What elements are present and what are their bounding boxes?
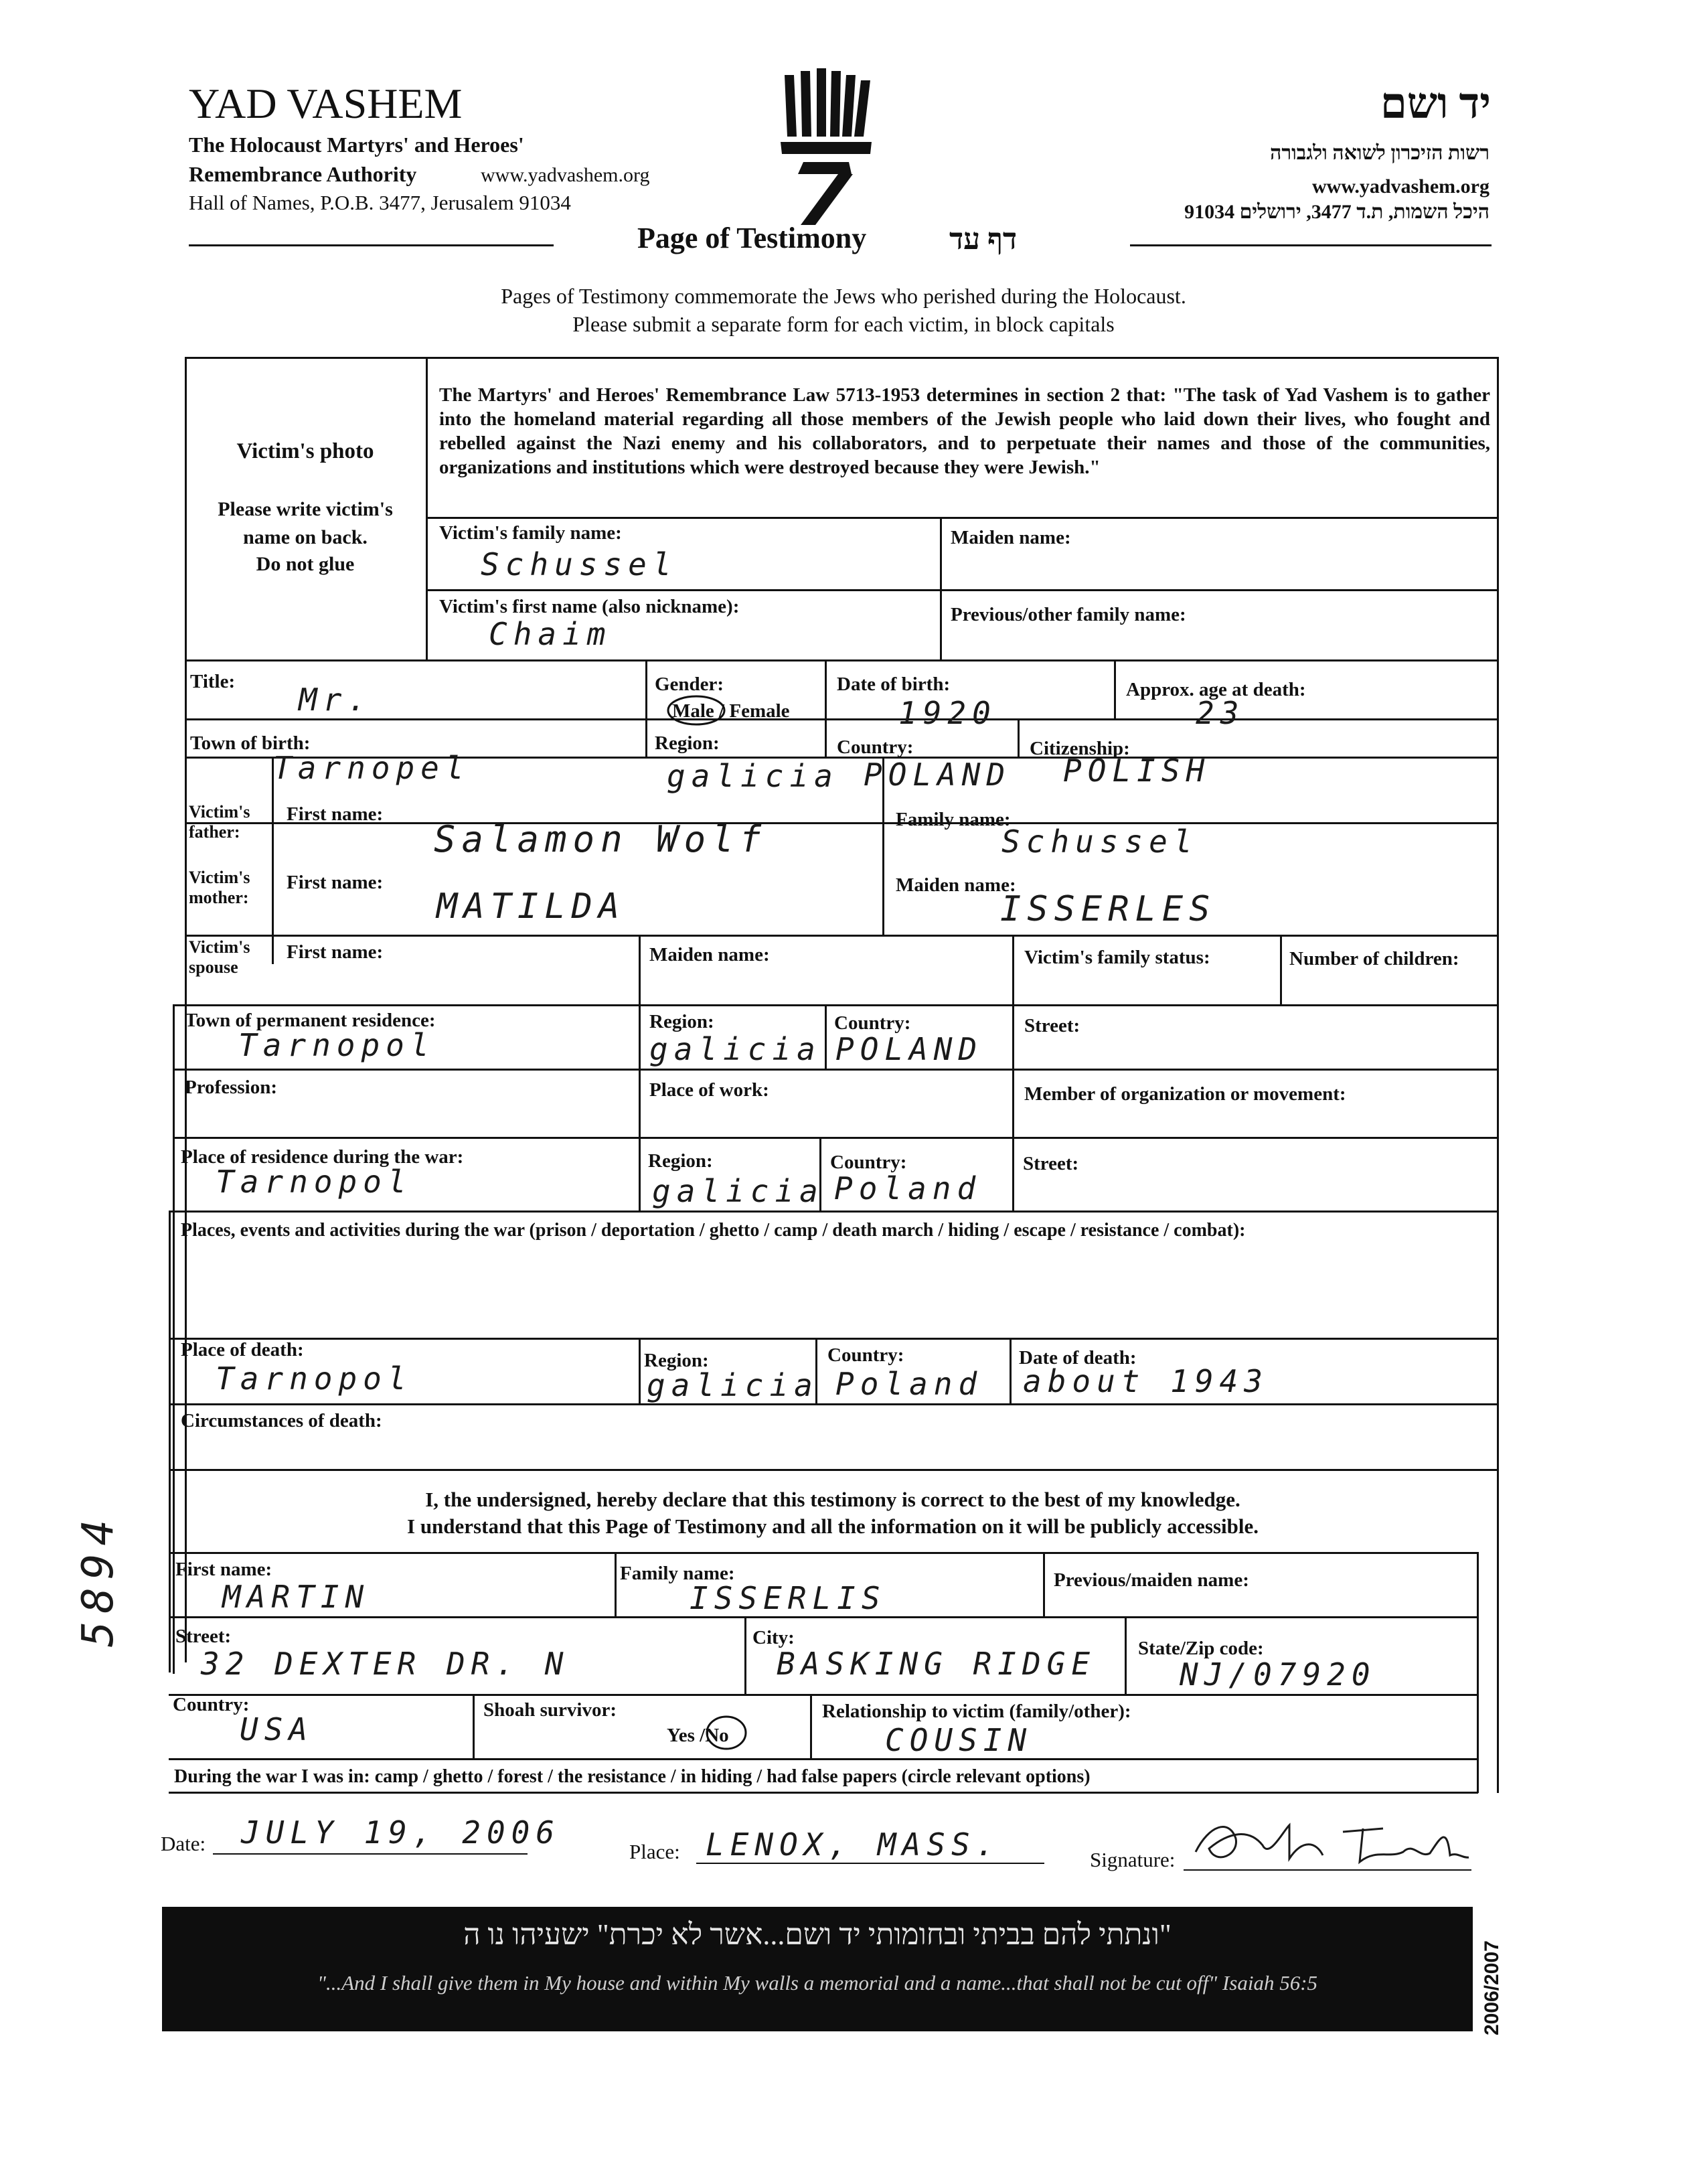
death-place-value[interactable]: Tarnopol [216, 1360, 412, 1397]
survivor-label: Shoah survivor: [483, 1699, 617, 1721]
spouse-maiden-label: Maiden name: [649, 944, 770, 965]
death-region-label: Region: [644, 1350, 709, 1371]
profession-label: Profession: [185, 1077, 278, 1098]
place-label: Place: [629, 1840, 680, 1863]
address-he: היכל השמות, ת.ד 3477, ירושלים 91034 [1184, 201, 1490, 223]
org-subtitle-he: רשות הזיכרון לשואה ולגבורה [1270, 142, 1490, 164]
submitter-state-value[interactable]: NJ/07920 [1180, 1656, 1376, 1693]
war-region-label: Region: [648, 1150, 713, 1172]
citizenship-label: Citizenship: [1030, 738, 1130, 759]
date-value[interactable]: JULY 19, 2006 [241, 1814, 561, 1851]
place-of-work-label: Place of work: [649, 1079, 769, 1101]
title-value[interactable]: Mr. [299, 682, 373, 718]
quote-english: "...And I shall give them in My house and within My walls a memorial and a name...that shall not be cut off" Isaiah 56:5 [317, 1971, 1318, 1995]
first-name-value[interactable]: Chaim [489, 616, 612, 652]
form-title-he: דף עד [949, 223, 1018, 256]
quote-hebrew: "ונתתי להם בביתי ובחומותי יד ושם...אשר לא יכרת" ישעיהו נו ה [463, 1918, 1172, 1951]
residence-town-value[interactable]: Tarnopol [238, 1027, 435, 1063]
death-circumstances-label: Circumstances of death: [181, 1410, 382, 1431]
residence-town-label: Town of permanent residence: [185, 1010, 436, 1031]
death-region-value[interactable]: galicia [647, 1367, 819, 1403]
family-status-label: Victim's family status: [1024, 947, 1210, 968]
death-date-label: Date of death: [1019, 1347, 1137, 1369]
death-date-value[interactable]: about 1943 [1023, 1363, 1269, 1399]
declaration-line-2: I understand that this Page of Testimony and all the information on it will be publicly accessible. [407, 1514, 1259, 1538]
law-text: The Martyrs' and Heroes' Remembrance Law 5713-1953 determines in section 2 that: "The task of Yad Vashem is to gather into the homeland material regarding all those members of the Jewish people who laid down their lives, who fought and rebelled against the Nazi enemy and his collaborators, and to perpetuate their names and those of the communities, organizations and institutions which were destroyed because they were Jewish." [439, 384, 1490, 478]
submitter-city-label: City: [752, 1627, 795, 1648]
signature-scribble [1189, 1812, 1470, 1872]
submitter-first-value[interactable]: MARTIN [222, 1579, 370, 1615]
war-residence-value[interactable]: Tarnopol [216, 1164, 412, 1200]
photo-instr-2: name on back. [243, 526, 368, 548]
relationship-label: Relationship to victim (family/other): [822, 1701, 1131, 1722]
war-residence-label: Place of residence during the war: [181, 1146, 464, 1168]
father-family-value[interactable]: Schussel [1001, 824, 1198, 860]
photo-instr-3: Do not glue [256, 553, 355, 575]
father-first-label: First name: [287, 803, 384, 825]
birth-region-value[interactable]: galicia [667, 758, 839, 794]
war-country-label: Country: [830, 1152, 907, 1173]
place-value[interactable]: LENOX, MASS. [706, 1826, 1001, 1863]
birth-country-label: Country: [837, 736, 914, 758]
photo-instr-1: Please write victim's [218, 498, 393, 520]
photo-box-title: Victim's photo [236, 439, 374, 463]
header-rule-left [189, 244, 554, 246]
birth-country-value[interactable]: POLAND [864, 757, 1012, 793]
family-name-label: Victim's family name: [439, 522, 622, 544]
father-first-value[interactable]: Salamon Wolf [434, 818, 768, 860]
father-family-label: Family name: [896, 809, 1011, 830]
residence-street-label: Street: [1024, 1015, 1080, 1036]
signature-label: Signature: [1090, 1848, 1176, 1871]
intro-line-1: Pages of Testimony commemorate the Jews who perished during the Holocaust. [501, 284, 1186, 308]
member-org-label: Member of organization or movement: [1024, 1083, 1346, 1105]
gender-options[interactable]: Male / Female [672, 700, 790, 722]
intro-line-2: Please submit a separate form for each victim, in block capitals [572, 312, 1115, 336]
age-value[interactable]: 23 [1196, 695, 1245, 731]
yad-vashem-logo [771, 62, 885, 236]
address-en: Hall of Names, P.O.B. 3477, Jerusalem 91034 [189, 191, 571, 214]
submitter-family-label: Family name: [620, 1563, 735, 1584]
website-he-side: www.yadvashem.org [1311, 175, 1490, 198]
survivor-circle-mark [704, 1714, 748, 1751]
war-region-value[interactable]: galicia [652, 1173, 824, 1209]
prev-family-name-label: Previous/other family name: [951, 604, 1186, 625]
first-name-label: Victim's first name (also nickname): [439, 596, 740, 617]
edition-label: 2006/2007 [1481, 1940, 1503, 2035]
spouse-first-label: First name: [287, 941, 384, 963]
website-en: www.yadvashem.org [481, 164, 650, 186]
mother-first-value[interactable]: MATILDA [436, 886, 626, 927]
org-subtitle-en-2: Remembrance Authority [189, 162, 417, 186]
death-country-label: Country: [827, 1344, 904, 1366]
submitter-country-label: Country: [173, 1694, 250, 1715]
war-street-label: Street: [1023, 1153, 1079, 1174]
children-label: Number of children: [1289, 948, 1459, 969]
mother-maiden-label: Maiden name: [896, 874, 1016, 896]
submitter-country-value[interactable]: USA [240, 1711, 314, 1747]
war-events-label: Places, events and activities during the war (prison / deportation / ghetto / camp / death march / hiding / escape / resistance / combat): [181, 1220, 1246, 1241]
birth-town-value[interactable]: Tarnopel [273, 750, 470, 786]
residence-country-value[interactable]: POLAND [835, 1031, 983, 1067]
death-place-label: Place of death: [181, 1339, 304, 1360]
residence-country-label: Country: [834, 1012, 911, 1034]
submitter-city-value[interactable]: BASKING RIDGE [777, 1646, 1097, 1682]
residence-region-value[interactable]: galicia [649, 1031, 821, 1067]
age-label: Approx. age at death: [1126, 679, 1306, 700]
dob-label: Date of birth: [837, 674, 951, 695]
quote-banner [162, 1907, 1473, 2031]
margin-reference-number: 5894 [74, 1511, 123, 1647]
gender-label: Gender: [655, 674, 724, 695]
relationship-value[interactable]: COUSIN [885, 1722, 1033, 1758]
mother-maiden-value[interactable]: ISSERLES [1000, 889, 1216, 929]
declaration-line-1: I, the undersigned, hereby declare that this testimony is correct to the best of my knowledge. [425, 1488, 1240, 1511]
submitter-family-value[interactable]: ISSERLIS [690, 1580, 886, 1616]
death-country-value[interactable]: Poland [835, 1366, 983, 1402]
father-row-label: Victim's father: [189, 802, 250, 842]
birth-region-label: Region: [655, 732, 720, 754]
war-country-value[interactable]: Poland [834, 1170, 982, 1206]
family-name-value[interactable]: Schussel [481, 546, 677, 582]
submitter-street-value[interactable]: 32 DEXTER DR. N [201, 1646, 570, 1682]
place-underline [696, 1863, 1044, 1864]
org-name-en: YAD VASHEM [189, 80, 463, 127]
form-title-en: Page of Testimony [637, 222, 867, 254]
submitter-street-label: Street: [175, 1626, 232, 1647]
org-name-he: יד ושם [1380, 80, 1491, 127]
spouse-row-label: Victim's spouse [189, 937, 250, 977]
citizenship-value[interactable]: POLISH [1063, 753, 1211, 789]
submitter-first-label: First name: [175, 1559, 272, 1580]
gender-circle-mark [665, 694, 727, 727]
submitter-state-label: State/Zip code: [1138, 1638, 1264, 1659]
survivor-options[interactable]: Yes /No [667, 1725, 729, 1746]
dob-value[interactable]: 1920 [898, 695, 997, 731]
residence-region-label: Region: [649, 1011, 714, 1032]
birth-town-label: Town of birth: [190, 732, 311, 754]
org-subtitle-en-1: The Holocaust Martyrs' and Heroes' [189, 133, 524, 157]
submitter-prev-label: Previous/maiden name: [1054, 1569, 1249, 1591]
mother-row-label: Victim's mother: [189, 868, 250, 907]
header-rule-right [1130, 244, 1492, 246]
date-label: Date: [161, 1832, 206, 1855]
submitter-war-label: During the war I was in: camp / ghetto / forest / the resistance / in hiding / had false papers (circle relevant options) [174, 1766, 1091, 1787]
date-underline [213, 1853, 528, 1855]
maiden-name-label: Maiden name: [951, 527, 1071, 548]
title-label: Title: [190, 671, 236, 692]
mother-first-label: First name: [287, 872, 384, 893]
